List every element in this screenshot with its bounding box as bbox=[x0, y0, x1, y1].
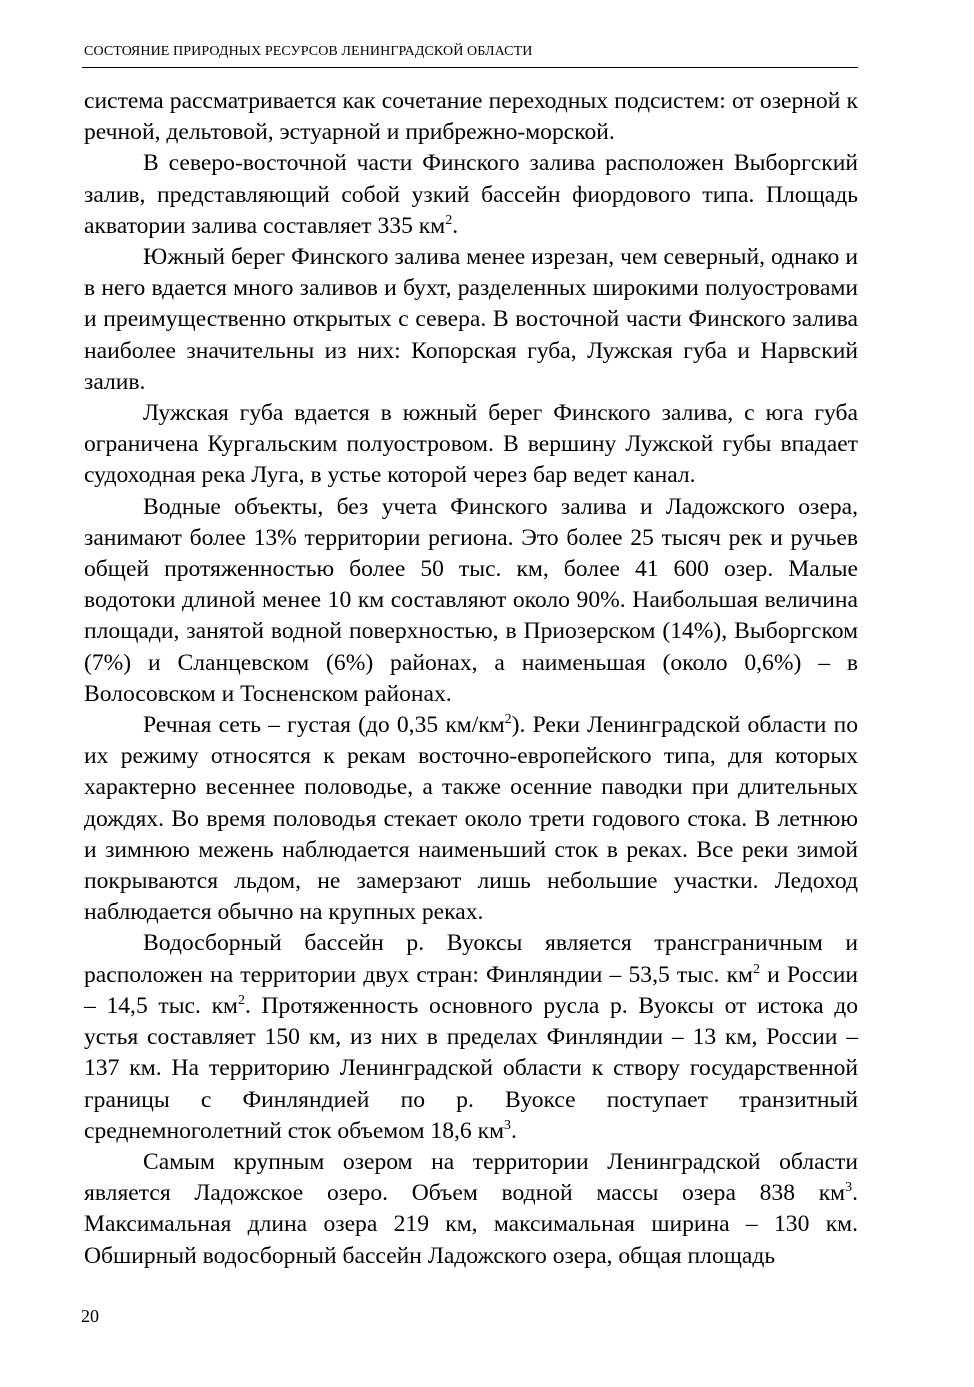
superscript: 2 bbox=[237, 992, 245, 1008]
running-header: СОСТОЯНИЕ ПРИРОДНЫХ РЕСУРСОВ ЛЕНИНГРАДСКОЙ ОБЛАСТИ bbox=[84, 44, 533, 59]
header-divider bbox=[82, 67, 858, 68]
paragraph-luga-bay: Лужская губа вдается в южный берег Финского залива, с юга губа ограничена Кургальским полуостровом. В вершину Лужской губы впадает судоходная река Луга, в устье которой через бар ведет канал. bbox=[84, 400, 858, 489]
paragraph-text: . bbox=[452, 212, 459, 239]
paragraph-continuation: система рассматривается как сочетание переходных подсистем: от озерной к речной, дельтовой, эстуарной и прибрежно-морской. bbox=[84, 88, 858, 146]
paragraph-southern-coast: Южный берег Финского залива менее изрезан, чем северный, однако и в него вдается много заливов и бухт, разделенных широкими полуостровами и преимущественно открытых с севера. В восточной части Финского залива наиболее значительны из них: Копорская губа, Лужская губа и Нарвский залив. bbox=[84, 244, 858, 395]
superscript: 3 bbox=[845, 1180, 853, 1196]
paragraph-river-network bbox=[84, 710, 858, 928]
superscript: 2 bbox=[445, 212, 453, 228]
paragraph-vyborg-bay bbox=[84, 148, 858, 242]
paragraph-ladoga-lake bbox=[84, 1147, 858, 1272]
paragraph-text: . Протяженность основного русла р. Вуоксы от истока до устья составляет 150 км, из них в пределах Финляндии – 13 км, России – 137 км. На территорию Ленинградской области к створу государственной границы с Финляндией по р. Вуоксе поступает транзитный среднемноголетний сток объемом 18,6 км bbox=[84, 992, 858, 1144]
paragraph-text: Водосборный бассейн р. Вуоксы является трансграничным и расположен на территории двух стран: Финляндии – 53,5 тыс. км bbox=[84, 930, 858, 988]
body-text bbox=[84, 86, 858, 1272]
paragraph-text: . Максимальная длина озера 219 км, максимальная ширина – 130 км. Обширный водосборный бассейн Ладожского озера, общая площадь bbox=[84, 1180, 858, 1269]
paragraph-water-bodies: Водные объекты, без учета Финского залива и Ладожского озера, занимают более 13% территории региона. Это более 25 тысяч рек и ручьев общей протяженностью более 50 тыс. км, более 41 600 озер. Малые водотоки длиной менее 10 км составляют около 90%. Наибольшая величина площади, занятой водной поверхностью, в Приозерском (14%), Выборгском (7%) и Сланцевском (6%) районах, а наименьшая (около 0,6%) – в Волосовском и Тосненском районах. bbox=[84, 493, 858, 707]
superscript: 3 bbox=[504, 1117, 511, 1133]
superscript: 2 bbox=[752, 961, 760, 977]
paragraph-text: . bbox=[511, 1117, 517, 1144]
paragraph-text: и России – 14,5 тыс. км bbox=[84, 961, 859, 1019]
page-number: 20 bbox=[81, 1306, 99, 1326]
paragraph-vuoksa-basin bbox=[84, 928, 858, 1146]
paragraph-text: Самым крупным озером на территории Ленинградской области является Ладожское озеро. Объем водной массы озера 838 км bbox=[84, 1148, 858, 1207]
paragraph-text: Речная сеть – густая (до 0,35 км/км bbox=[143, 712, 505, 739]
paragraph-text: ). Реки Ленинградской области по их режиму относятся к рекам восточно-европейского типа, для которых характерно весеннее половодье, а также осенние паводки при длительных дождях. Во время половодья стекает около трети годового стока. В летнюю и зимнюю межень наблюдается наименьший сток в реках. Все реки зимой покрываются льдом, не замерзают лишь небольшие участки. Ледоход наблюдается обычно на крупных реках. bbox=[84, 712, 858, 926]
superscript: 2 bbox=[504, 712, 512, 728]
paragraph-text: В северо-восточной части Финского залива расположен Выборгский залив, представляющий собой узкий бассейн фиордового типа. Площадь акватории залива составляет 335 км bbox=[84, 150, 858, 239]
